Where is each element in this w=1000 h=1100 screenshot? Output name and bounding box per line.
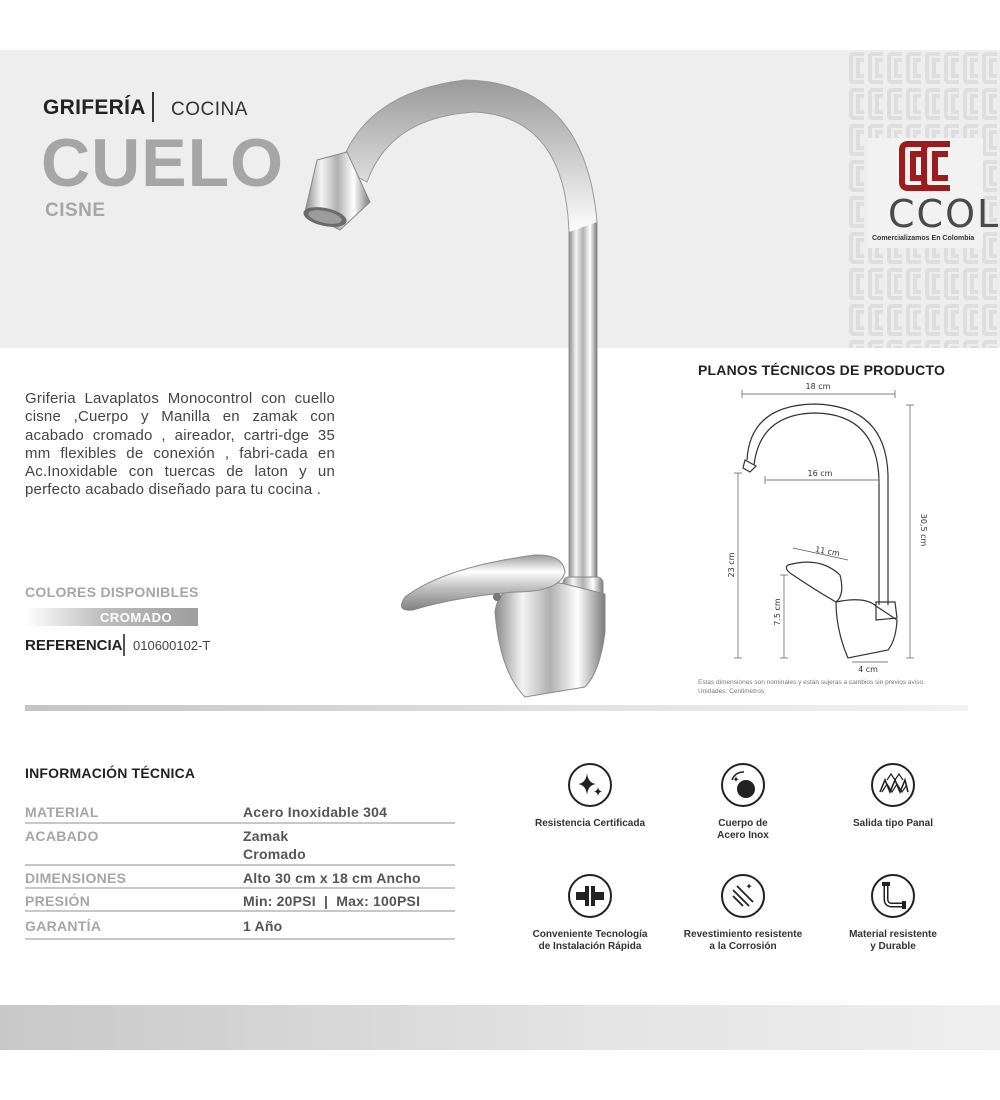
tech-heading: INFORMACIÓN TÉCNICA [25,765,196,781]
spec-table [25,802,455,940]
spec-value: Alto 30 cm x 18 cm Ancho [243,870,421,886]
product-description: Griferia Lavaplatos Monocontrol con cuello cisne ,Cuerpo y Manilla en zamak con acabado cromado , aireador, cartri-dge 35 mm flexibles de conexión , fabri-cada en Ac.Inoxidable con tuercas de laton y un perfecto acabado diseñado para tu cocina . [25,390,335,499]
category-label: GRIFERÍA [43,96,146,119]
spec-row-garantia [25,914,455,940]
reference-label: REFERENCIA [25,637,123,654]
spec-value: Zamak Cromado [243,828,306,862]
feature-steel [668,762,818,842]
colors-heading: COLORES DISPONIBLES [25,584,199,600]
spec-label: GARANTÍA [25,918,102,934]
feature-label: Material resistente y Durable [849,929,937,952]
corrosion-coating-icon [720,873,766,919]
feature-label: Conveniente Tecnología de Instalación Rápida [532,929,648,952]
spec-row-acabado [25,826,455,866]
spec-row-material [25,802,455,824]
spec-label: ACABADO [25,828,99,844]
spec-value: Acero Inoxidable 304 [243,804,388,820]
section-divider [25,705,968,711]
pipe-icon [870,873,916,919]
plans-heading: PLANOS TÉCNICOS DE PRODUCTO [698,362,946,378]
honeycomb-outlet-icon [870,762,916,808]
spec-label: PRESIÓN [25,893,91,909]
quick-install-icon [567,873,613,919]
steel-ball-icon [720,762,766,808]
feature-label: Cuerpo de Acero Inox [717,818,769,841]
dim-spout-height: 23 cm [727,552,736,578]
footer-band [0,1005,1000,1050]
product-subtitle: CISNE [45,200,106,221]
faucet-product-image [295,72,625,704]
reference-separator [123,634,125,656]
plans-note [698,678,925,696]
feature-honeycomb [818,762,968,830]
color-swatch-label: CROMADO [100,610,173,625]
reference-value: 010600102-T [133,638,211,653]
plans-note-line1: Estas dimensiones son nominales y están sujeras a cambios sin previos aviso. [698,679,925,686]
brand-tagline: Comercializamos En Colombia [872,235,975,242]
feature-install [515,873,665,953]
sparkle-icon [567,762,613,808]
product-title: CUELO [41,125,284,201]
feature-durable [818,873,968,953]
spec-value: Min: 20PSI | Max: 100PSI [243,893,421,909]
feature-label: Revestimiento resistente a la Corrosión [683,929,803,952]
feature-label: Resistencia Certificada [534,818,646,829]
plans-note-line2: Unidades: Centimetros [698,688,765,695]
spec-label: MATERIAL [25,804,99,820]
feature-corrosion [668,873,818,953]
spec-row-presion [25,891,455,912]
dim-height-total: 30,5 cm [919,513,928,547]
spec-label: DIMENSIONES [25,870,127,886]
dim-handle-length: 11 cm [814,544,841,559]
category-separator [152,92,154,122]
dim-body-height: 7.5 cm [773,598,782,626]
feature-label: Salida tipo Panal [852,818,934,829]
dim-base: 4 cm [858,665,878,674]
feature-certified [515,762,665,830]
subcategory-label: COCINA [171,99,248,120]
dim-reach: 16 cm [807,469,833,478]
spec-value: 1 Año [243,918,283,934]
technical-drawing [690,380,930,676]
dim-width-total: 18 cm [805,382,831,391]
brand-name: CCOL [888,192,1000,236]
spec-row-dimensiones [25,868,455,889]
